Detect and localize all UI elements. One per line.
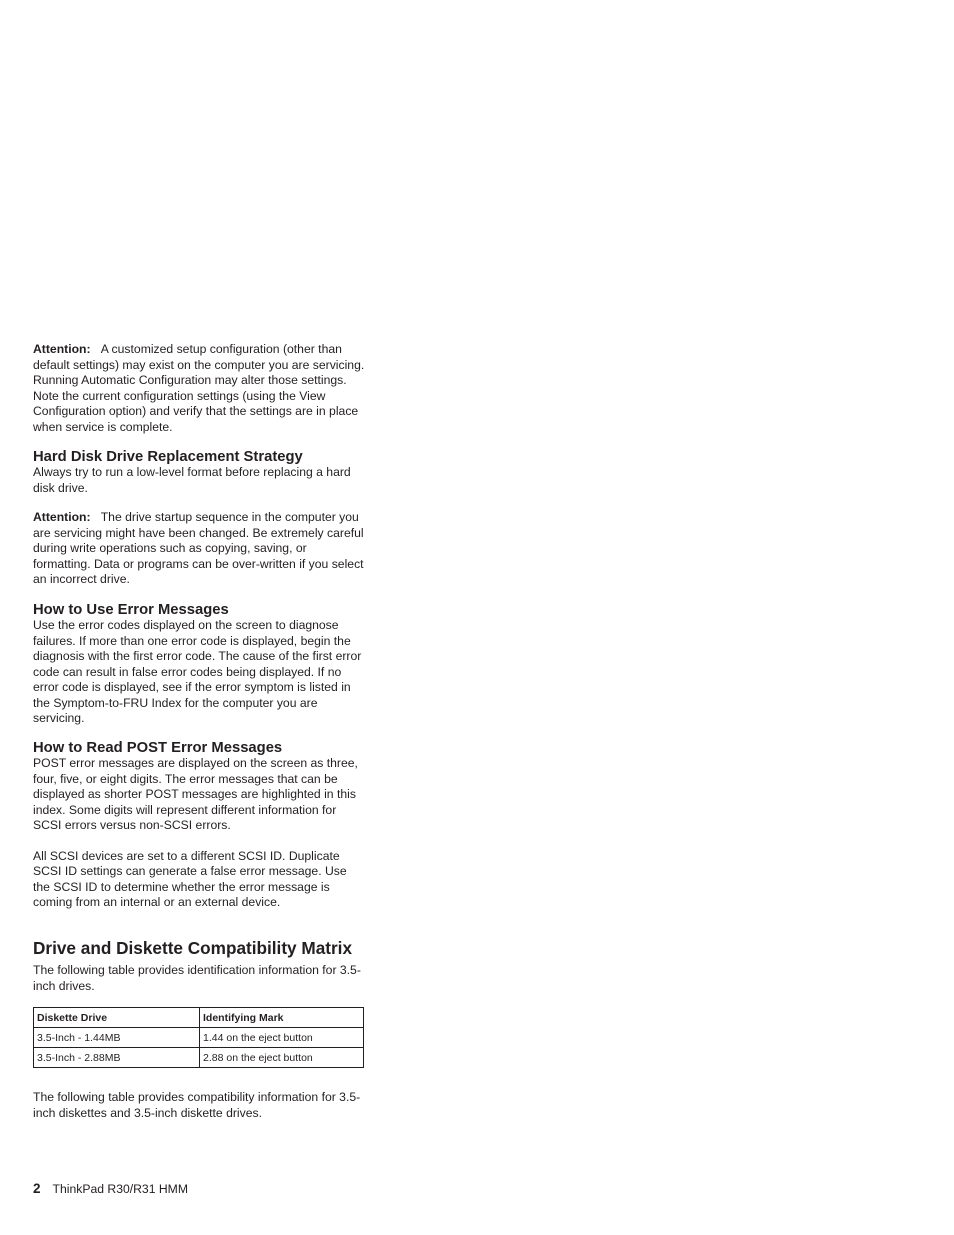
- section-heading: How to Use Error Messages: [33, 602, 229, 618]
- section-body: Use the error codes displayed on the screen to diagnose failures. If more than one error code is displayed, begin the diagnosis with the first error code. The cause of the first error code can result in false error codes being displayed. If no error code is displayed, see if the error symptom is listed in the Symptom-to-FRU Index for the computer you are servicing.: [33, 618, 362, 725]
- attention-note-config: [33, 342, 365, 435]
- section-heading: Drive and Diskette Compatibility Matrix: [33, 938, 353, 958]
- table-row: [34, 1028, 364, 1048]
- table-cell: 3.5-Inch - 1.44MB: [34, 1028, 200, 1048]
- section-intro: The following table provides identification information for 3.5-inch drives.: [33, 963, 361, 993]
- section-body: POST error messages are displayed on the screen as three, four, five, or eight digits. The error messages that can be displayed as shorter POST messages are highlighted in this index. Some digits will represent different information for SCSI errors versus non-SCSI errors.: [33, 756, 358, 832]
- table-cell: 2.88 on the eject button: [200, 1048, 364, 1068]
- table-header-row: [34, 1008, 364, 1028]
- header-identifying-mark: Identifying Mark: [200, 1008, 364, 1028]
- section-heading: How to Read POST Error Messages: [33, 740, 283, 756]
- section-compat-matrix: [33, 939, 365, 994]
- drive-identification-table: [33, 1007, 364, 1068]
- page-number: 2: [33, 1181, 41, 1196]
- compat-outro: [33, 1090, 365, 1121]
- table-cell: 1.44 on the eject button: [200, 1028, 364, 1048]
- section-hdd-strategy: [33, 450, 365, 496]
- section-post-messages: [33, 741, 365, 911]
- section-body: Always try to run a low-level format before replacing a hard disk drive.: [33, 465, 351, 495]
- attention-note-drive: [33, 510, 365, 588]
- attention-label: Attention:: [33, 510, 91, 524]
- table-row: [34, 1048, 364, 1068]
- table-cell: 3.5-Inch - 2.88MB: [34, 1048, 200, 1068]
- attention-text: A customized setup configuration (other than default settings) may exist on the computer you are servicing. Running Automatic Configuration may alter those settings. Note the current configuration settings (using the View Configuration option) and verify that the settings are in place when service is complete.: [33, 342, 365, 434]
- section-heading: Hard Disk Drive Replacement Strategy: [33, 449, 303, 465]
- section-body-2: All SCSI devices are set to a different SCSI ID. Duplicate SCSI ID settings can generate a false error message. Use the SCSI ID to determine whether the error message is coming from an internal or an external device.: [33, 848, 347, 909]
- section-error-messages: [33, 603, 365, 727]
- page-footer: [33, 1181, 188, 1196]
- attention-text: The drive startup sequence in the computer you are servicing might have been changed. Be extremely careful during write operations such as copying, saving, or formatting. Data or programs can be over-written if you select an incorrect drive.: [33, 510, 364, 586]
- section-body: The following table provides compatibility information for 3.5-inch diskettes and 3.5-inch diskette drives.: [33, 1090, 361, 1120]
- footer-title: ThinkPad R30/R31 HMM: [52, 1182, 188, 1196]
- header-diskette-drive: Diskette Drive: [34, 1008, 200, 1028]
- attention-label: Attention:: [33, 342, 91, 356]
